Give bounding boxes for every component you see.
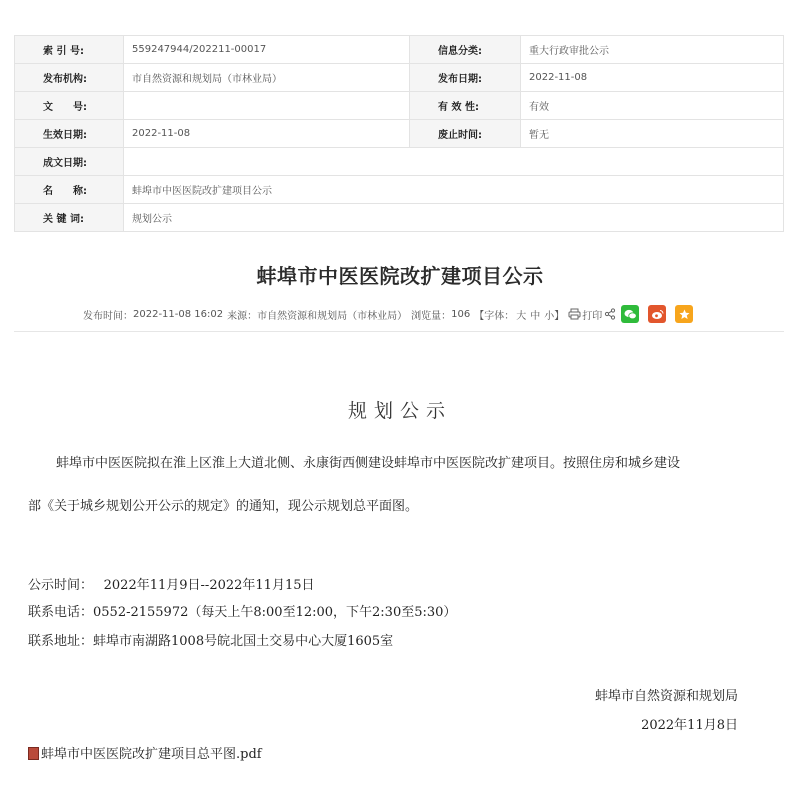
- publish-time-value: 2022-11-08 16:02: [133, 308, 224, 320]
- table-row: [15, 64, 784, 92]
- share-icon[interactable]: [604, 308, 616, 320]
- contact-address: 联系地址：蚌埠市南湖路1008号皖北国土交易中心大厦1605室: [28, 634, 394, 649]
- written-date-label: 成文日期:: [15, 148, 124, 176]
- publish-time-label: 发布时间：: [83, 310, 133, 322]
- signature: 蚌埠市自然资源和规划局: [594, 689, 738, 704]
- attachment-link[interactable]: [28, 743, 262, 762]
- keywords-value: 规划公示: [124, 204, 784, 232]
- written-date-value: [124, 148, 784, 176]
- contact-phone: 联系电话：0552-2155972（每天上午8:00至12:00，下午2:30至5:30）: [28, 605, 457, 620]
- doc-number-value: [124, 92, 410, 120]
- doc-number-label: 文 号:: [15, 92, 124, 120]
- category-value: 重大行政审批公示: [521, 36, 784, 64]
- source-value: 市自然资源和规划局（市林业局）: [257, 310, 408, 322]
- article-info-bar: [83, 305, 697, 323]
- name-label: 名 称:: [15, 176, 124, 204]
- info-table: [14, 35, 784, 232]
- content-subtitle: 规划公示: [347, 400, 452, 422]
- validity-label: 有 效 性:: [410, 92, 521, 120]
- notice-period: 公示时间： 2022年11月9日--2022年11月15日: [28, 578, 315, 593]
- publish-date-value: 2022-11-08: [521, 64, 784, 92]
- views-value: 106: [451, 308, 471, 320]
- name-value: 蚌埠市中医医院改扩建项目公示: [124, 176, 784, 204]
- table-row: [15, 204, 784, 232]
- table-row: [15, 120, 784, 148]
- expiry-label: 废止时间:: [410, 120, 521, 148]
- expiry-value: 暂无: [521, 120, 784, 148]
- publisher-value: 市自然资源和规划局（市林业局）: [124, 64, 410, 92]
- category-label: 信息分类:: [410, 36, 521, 64]
- font-medium-button[interactable]: 中: [530, 310, 541, 322]
- content-paragraph: 蚌埠市中医医院拟在淮上区淮上大道北侧、永康街西侧建设蚌埠市中医医院改扩建项目。按照住房和城乡建设: [56, 456, 681, 471]
- table-row: [15, 148, 784, 176]
- wechat-icon[interactable]: [621, 305, 639, 323]
- font-small-button[interactable]: 小】: [544, 310, 565, 322]
- divider: [14, 331, 784, 332]
- index-label: 索 引 号:: [15, 36, 124, 64]
- content-paragraph: 部《关于城乡规划公开公示的规定》的通知，现公示规划总平面图。: [28, 499, 419, 514]
- font-large-button[interactable]: 大: [516, 310, 527, 322]
- source-label: 来源：: [227, 310, 258, 322]
- table-row: [15, 36, 784, 64]
- table-row: [15, 176, 784, 204]
- weibo-icon[interactable]: [648, 305, 666, 323]
- keywords-label: 关 键 词:: [15, 204, 124, 232]
- validity-value: 有效: [521, 92, 784, 120]
- effective-date-value: 2022-11-08: [124, 120, 410, 148]
- table-row: [15, 92, 784, 120]
- print-button[interactable]: [568, 307, 602, 322]
- index-value: 559247944/202211-00017: [124, 36, 410, 64]
- publisher-label: 发布机构:: [15, 64, 124, 92]
- favorite-icon[interactable]: [675, 305, 693, 323]
- font-size-label: 【字体：: [474, 310, 515, 322]
- page-title: 蚌埠市中医医院改扩建项目公示: [256, 264, 544, 288]
- publish-date-label: 发布日期:: [410, 64, 521, 92]
- effective-date-label: 生效日期:: [15, 120, 124, 148]
- pdf-icon: [28, 747, 39, 760]
- print-label: 打印: [582, 310, 603, 322]
- attachment-name[interactable]: 蚌埠市中医医院改扩建项目总平图.pdf: [41, 747, 262, 762]
- signature-date: 2022年11月8日: [641, 718, 738, 733]
- views-label: 浏览量：: [411, 310, 452, 322]
- printer-icon: [568, 308, 581, 320]
